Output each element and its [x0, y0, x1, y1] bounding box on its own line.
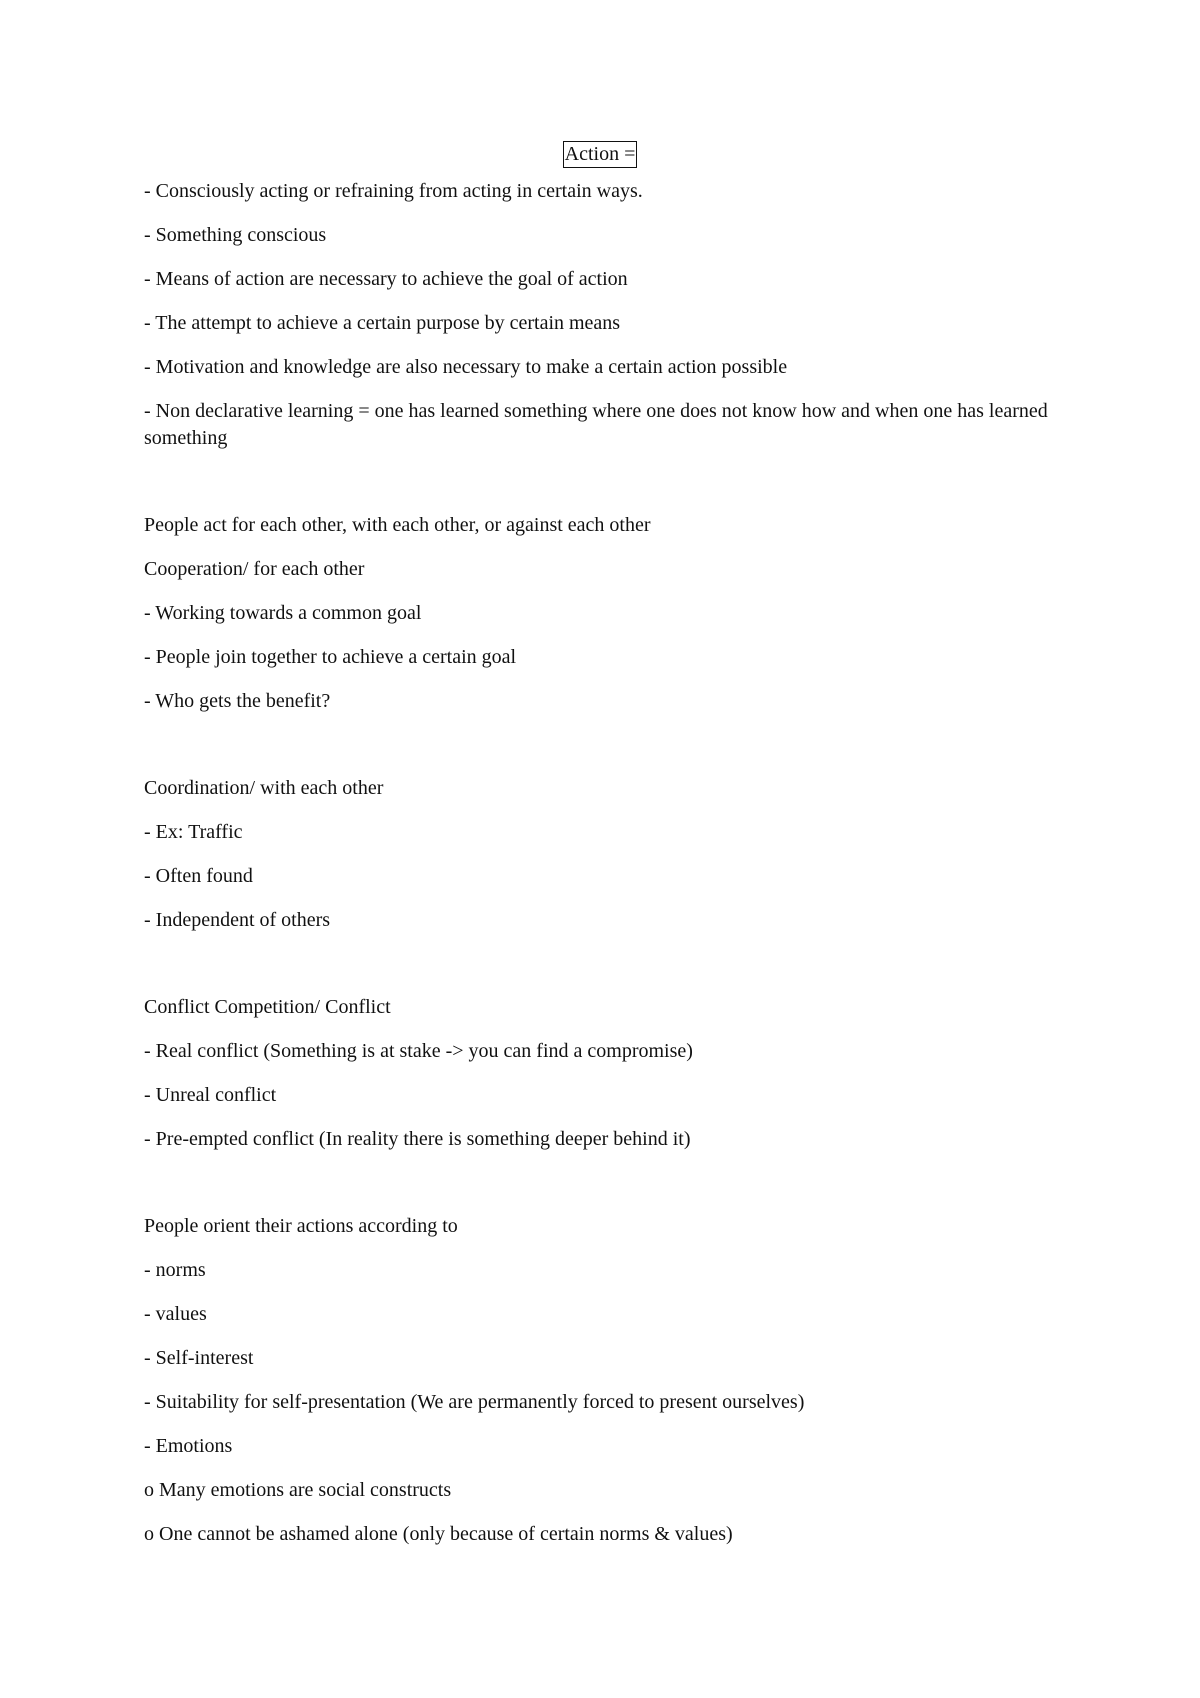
text-line: - Suitability for self-presentation (We are permanently forced to present ourselves): [144, 1391, 805, 1413]
text-line: - Who gets the benefit?: [144, 690, 331, 712]
text-line: - Often found: [144, 865, 253, 887]
text-line: - Non declarative learning = one has learned something where one does not know how and when one has learned something: [144, 400, 1048, 449]
text-line: - Independent of others: [144, 909, 331, 931]
section-orientation: [144, 1213, 1064, 1548]
text-line: - Means of action are necessary to achieve the goal of action: [144, 268, 628, 290]
title-wrapper: [0, 141, 1200, 168]
text-line: - norms: [144, 1259, 206, 1281]
section-spacer: [144, 951, 1064, 994]
section-spacer: [144, 732, 1064, 775]
section-action-definition: [144, 178, 1064, 452]
section-heading: Conflict Competition/ Conflict: [144, 996, 391, 1018]
page-title: Action =: [563, 141, 638, 168]
text-line: - values: [144, 1303, 207, 1325]
sub-bullet-line: o One cannot be ashamed alone (only because of certain norms & values): [144, 1523, 733, 1545]
section-heading: People orient their actions according to: [144, 1215, 458, 1237]
sub-bullet-line: o Many emotions are social constructs: [144, 1479, 452, 1501]
text-line: - Real conflict (Something is at stake -> you can find a compromise): [144, 1040, 693, 1062]
document-body: [144, 178, 1064, 1565]
text-line: - Something conscious: [144, 224, 327, 246]
text-line: - Pre-empted conflict (In reality there is something deeper behind it): [144, 1128, 691, 1150]
text-line: - Consciously acting or refraining from acting in certain ways.: [144, 180, 643, 202]
text-line: - Working towards a common goal: [144, 602, 422, 624]
text-line: - Self-interest: [144, 1347, 254, 1369]
section-spacer: [144, 1170, 1064, 1213]
text-line: - Emotions: [144, 1435, 233, 1457]
section-heading: Coordination/ with each other: [144, 777, 384, 799]
text-line: - Ex: Traffic: [144, 821, 243, 843]
text-line: - Unreal conflict: [144, 1084, 277, 1106]
section-coordination: [144, 775, 1064, 934]
section-cooperation: [144, 512, 1064, 715]
text-line: People act for each other, with each other, or against each other: [144, 514, 651, 536]
text-line: - Motivation and knowledge are also necessary to make a certain action possible: [144, 356, 788, 378]
text-line: - The attempt to achieve a certain purpose by certain means: [144, 312, 621, 334]
section-heading: Cooperation/ for each other: [144, 558, 365, 580]
section-spacer: [144, 469, 1064, 512]
text-line: - People join together to achieve a certain goal: [144, 646, 517, 668]
section-conflict: [144, 994, 1064, 1153]
